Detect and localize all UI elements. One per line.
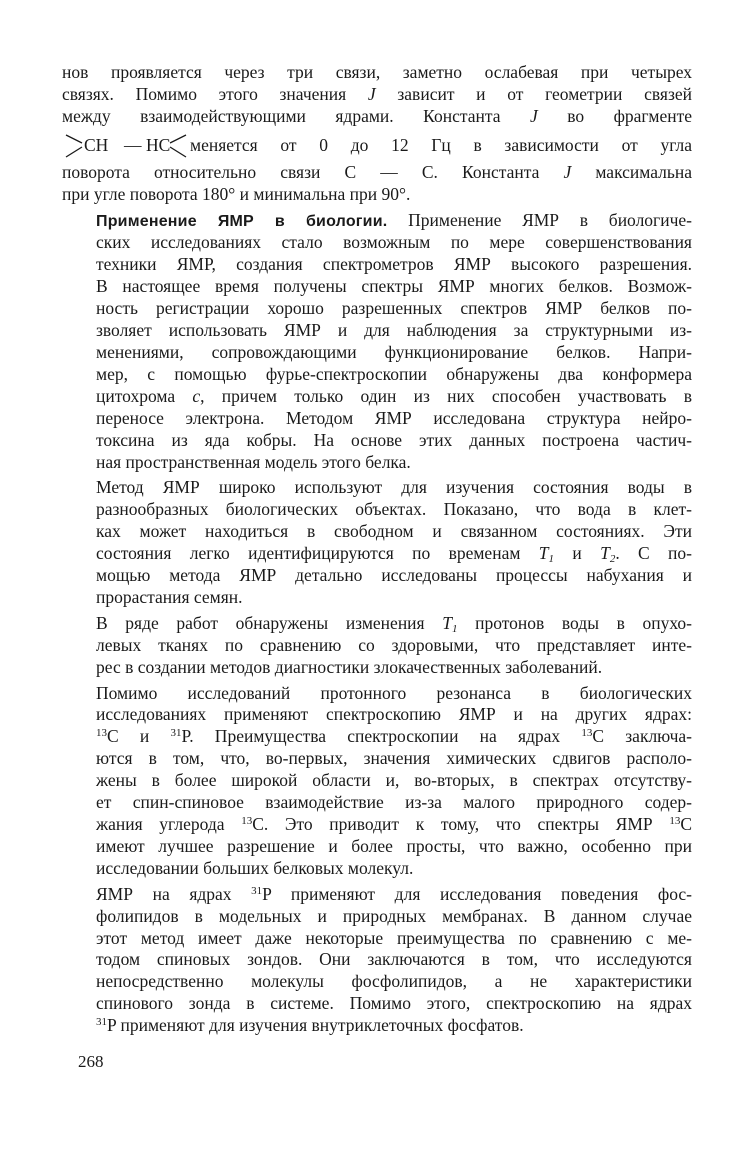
text-line: мер, с помощью фурье-спектроскопии обнаружены два конформера: [96, 363, 692, 384]
text-line: жены в более широкой области и, во-вторых, в спектрах отсутству-: [96, 770, 692, 791]
text-line: мощью метода ЯМР детально исследованы процессы набухания и: [96, 565, 692, 586]
text-line: связях. Помимо этого значения J зависит и от геометрии связей: [62, 83, 692, 104]
text-line: ная пространственная модель этого белка.: [96, 451, 411, 472]
text-line: Помимо исследований протонного резонанса в биологических: [96, 682, 692, 703]
text-line: имеют лучшее разрешение и более просты, что важно, особенно при: [96, 835, 692, 856]
text-line: цитохрома c, причем только один из них способен участвовать в: [96, 385, 692, 406]
symbol-t2: $T_2$: [600, 543, 616, 566]
text-line: тодом спиновых зондов. Они заключаются в том, что исследуются: [96, 949, 692, 970]
symbol-t1: $T_1$: [538, 543, 554, 566]
text-line: прорастания семян.: [96, 586, 243, 607]
text-line: спинового зонда в системе. Помимо этого, спектроскопию на ядрах: [96, 993, 692, 1014]
text-line: разнообразных биологических объектах. Показано, что вода в клет-: [96, 499, 692, 520]
text-line: менениями, сопровождающими функционирование белков. Напри-: [96, 341, 692, 362]
ch-hc-fragment-formula: [62, 131, 190, 161]
text-line: ются в том, что, во-первых, значения химических сдвигов располо-: [96, 748, 692, 769]
fragment-hc-label: HC: [146, 134, 171, 155]
symbol-j: J: [367, 83, 376, 104]
text-line: ских исследованиях стало возможным по мере совершенствования: [96, 232, 692, 253]
text-line: ках может находиться в свободном и связанном состояниях. Эти: [96, 521, 692, 542]
text-line: поворота относительно связи C — C. Константа J максимальна: [62, 161, 692, 182]
symbol-t1: $T_1$: [442, 612, 458, 635]
text-line: меняется от 0 до 12 Гц в зависимости от угла: [190, 134, 692, 155]
formula-line: [62, 130, 692, 162]
paragraph-coupling-constant: [62, 62, 692, 206]
text-line: левых тканях по сравнению со здоровыми, что представляет инте-: [96, 634, 692, 655]
text-line: Применение ЯМР в биологии. Применение ЯМР в биологиче-: [96, 209, 692, 230]
page-number: 268: [78, 1052, 104, 1071]
text-line: этот метод имеет даже некоторые преимущества по сравнению с ме-: [96, 927, 692, 948]
paragraph-other-nuclei: [62, 683, 692, 880]
text-line: жания углерода $^{13}$C. Это приводит к тому, что спектры ЯМР $^{13}$C: [96, 814, 692, 834]
paragraph-tumor-tissues: [62, 613, 692, 679]
fragment-bond-dash: —: [124, 134, 142, 155]
symbol-j: J: [563, 161, 572, 182]
text-line: В настоящее время получены спектры ЯМР многих белков. Возмож-: [96, 276, 692, 297]
text-line: В ряде работ обнаружены изменения $T_1$ протонов воды в опухо-: [96, 612, 692, 635]
text-line: $^{13}$C и $^{31}$P. Преимущества спектроскопии на ядрах $^{13}$C заключа-: [96, 726, 692, 747]
text-line: ность регистрации хорошо разрешенных спектров ЯМР белков по-: [96, 298, 692, 319]
text-line: между взаимодействующими ядрами. Константа J во фрагменте: [62, 105, 692, 126]
text-line: непосредственно молекулы фосфолипидов, а не характеристики: [96, 971, 692, 992]
text-line: техники ЯМР, создания спектрометров ЯМР высокого разрешения.: [96, 254, 692, 275]
text-line: рес в создании методов диагностики злокачественных заболеваний.: [96, 656, 603, 677]
text-line: состояния легко идентифицируются по временам $T_1$ и $T_2$. С по-: [96, 543, 693, 566]
section-heading: Применение ЯМР в биологии.: [96, 212, 388, 230]
text-line: ЯМР на ядрах $^{31}$P применяют для исследования поведения фос-: [96, 883, 692, 904]
symbol-c: c: [192, 385, 201, 406]
text-line: фолипидов в модельных и природных мембранах. В данном случае: [96, 905, 692, 926]
text-line: Метод ЯМР широко используют для изучения состояния воды в: [96, 477, 692, 498]
text-line: исследованиях применяют спектроскопию ЯМР и на других ядрах:: [96, 704, 692, 725]
paragraph-phosphorus-nmr: [62, 884, 692, 1037]
text-line: токсина из яда кобры. На основе этих данных построена частич-: [96, 429, 692, 450]
text-line: ет спин-спиновое взаимодействие из-за малого природного содер-: [96, 792, 692, 813]
fragment-ch-label: CH: [84, 134, 109, 155]
text-line: исследовании больших белковых молекул.: [96, 857, 414, 878]
paragraph-nmr-biology: [62, 210, 692, 474]
symbol-j: J: [529, 105, 538, 126]
page-body: [62, 62, 692, 1037]
text-line: при угле поворота 180° и минимальна при 90°.: [62, 183, 411, 204]
text-line: $^{31}$P применяют для изучения внутриклеточных фосфатов.: [96, 1015, 524, 1036]
text-line: зволяет использовать ЯМР и для наблюдения за структурными из-: [96, 320, 692, 341]
text-line: переносе электрона. Методом ЯМР исследована структура нейро-: [96, 407, 692, 428]
paragraph-water-states: [62, 477, 692, 608]
text-line: нов проявляется через три связи, заметно ослабевая при четырех: [62, 62, 692, 82]
